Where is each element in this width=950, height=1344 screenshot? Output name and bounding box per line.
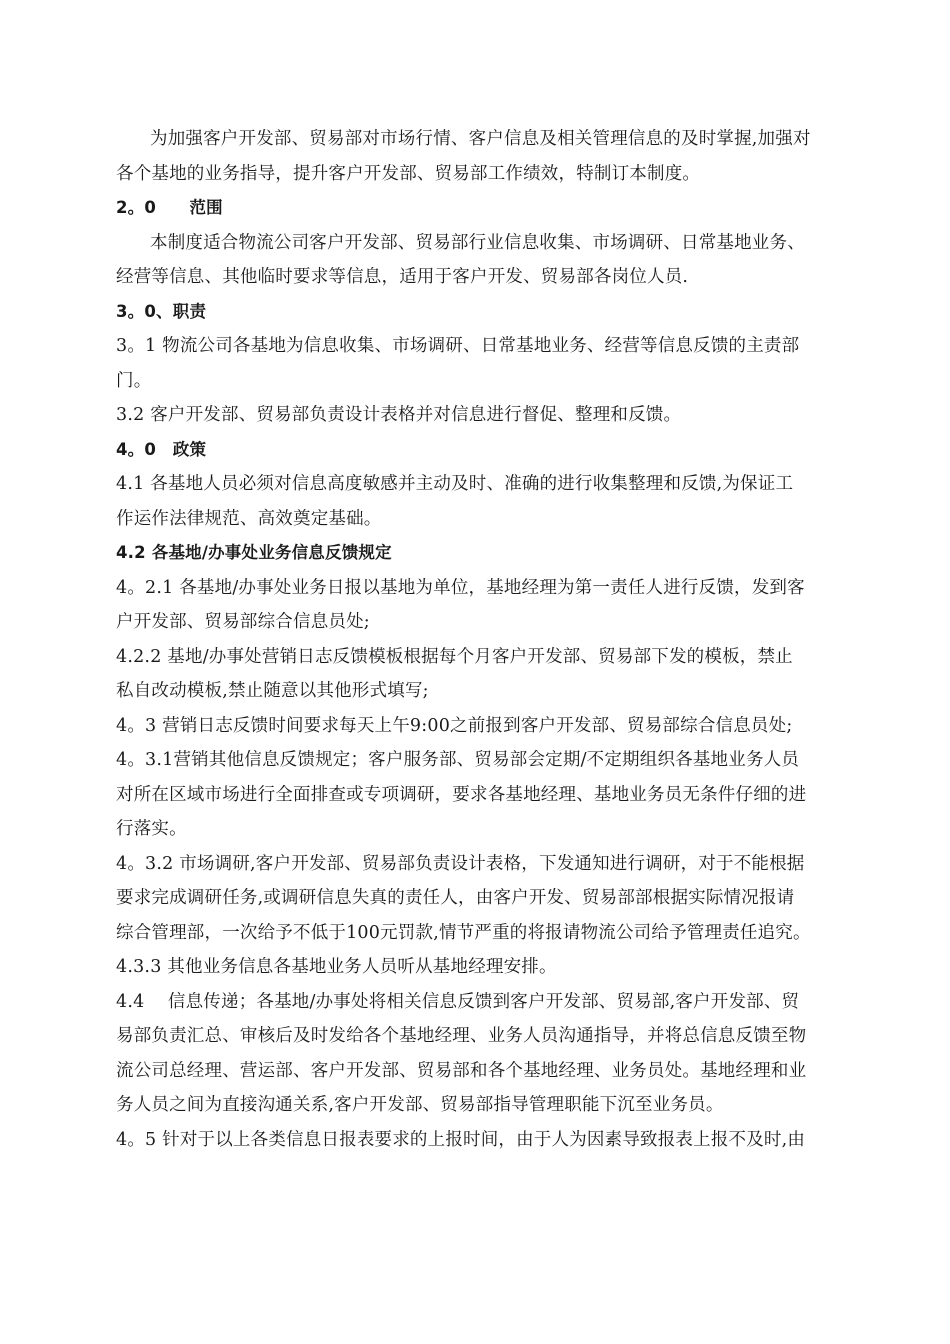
document-body xyxy=(116,122,866,1157)
clause-4-3-1-line-3: 行落实。 xyxy=(116,819,187,839)
section-heading-policy: 4。0 政策 xyxy=(116,439,207,459)
clause-4-3-3: 4.3.3 其他业务信息各基地业务人员听从基地经理安排。 xyxy=(116,957,557,977)
clause-4-5-line-1: 4。5 针对于以上各类信息日报表要求的上报时间，由于人为因素导致报表上报不及时,由 xyxy=(116,1129,806,1150)
clause-4-3-2-line-3: 综合管理部，一次给予不低于100元罚款,情节严重的将报请物流公司给予管理责任追究。 xyxy=(116,922,811,943)
clause-4-4-line-2: 易部负责汇总、审核后及时发给各个基地经理、业务人员沟通指导，并将总信息反馈至物 xyxy=(116,1026,807,1046)
clause-4-3-2-line-1: 4。3.2 市场调研,客户开发部、贸易部负责设计表格，下发通知进行调研，对于不能根据 xyxy=(116,853,805,874)
clause-4-3-1-line-2: 对所在区域市场进行全面排查或专项调研，要求各基地经理、基地业务员无条件仔细的进 xyxy=(116,784,807,805)
clause-4-2-2-line-1: 4.2.2 基地/办事处营销日志反馈模板根据每个月客户开发部、贸易部下发的模板，禁止 xyxy=(116,646,793,667)
intro-paragraph-line-2: 各个基地的业务指导，提升客户开发部、贸易部工作绩效，特制订本制度。 xyxy=(116,163,701,184)
clause-4-1-line-1: 4.1 各基地人员必须对信息高度敏感并主动及时、准确的进行收集整理和反馈,为保证工 xyxy=(116,474,794,494)
scope-paragraph-line-2: 经营等信息、其他临时要求等信息，适用于客户开发、贸易部各岗位人员. xyxy=(116,267,689,287)
clause-4-4-line-4: 务人员之间为直接沟通关系,客户开发部、贸易部指导管理职能下沉至业务员。 xyxy=(116,1095,724,1115)
section-heading-4-2: 4.2 各基地/办事处业务信息反馈规定 xyxy=(116,543,392,562)
scope-paragraph-line-1: 本制度适合物流公司客户开发部、贸易部行业信息收集、市场调研、日常基地业务、 xyxy=(150,232,805,253)
clause-4-3-2-line-2: 要求完成调研任务,或调研信息失真的责任人，由客户开发、贸易部部根据实际情况报请 xyxy=(116,888,795,908)
section-heading-responsibilities: 3。0、职责 xyxy=(116,301,207,321)
clause-4-2-1-line-1: 4。2.1 各基地/办事处业务日报以基地为单位，基地经理为第一责任人进行反馈，发到客 xyxy=(116,577,805,598)
intro-paragraph-line-1: 为加强客户开发部、贸易部对市场行情、客户信息及相关管理信息的及时掌握,加强对 xyxy=(150,129,811,149)
clause-3-1-line-1: 3。1 物流公司各基地为信息收集、市场调研、日常基地业务、经营等信息反馈的主责部 xyxy=(116,336,800,356)
clause-3-2: 3.2 客户开发部、贸易部负责设计表格并对信息进行督促、整理和反馈。 xyxy=(116,405,682,425)
section-heading-scope: 2。0 范围 xyxy=(116,198,223,217)
clause-4-3-1-line-1: 4。3.1营销其他信息反馈规定；客户服务部、贸易部会定期/不定期组织各基地业务人员 xyxy=(116,750,800,770)
clause-4-2-1-line-2: 户开发部、贸易部综合信息员处; xyxy=(116,612,370,632)
clause-4-3: 4。3 营销日志反馈时间要求每天上午9:00之前报到客户开发部、贸易部综合信息员处; xyxy=(116,715,793,736)
clause-4-4-line-3: 流公司总经理、营运部、客户开发部、贸易部和各个基地经理、业务员处。基地经理和业 xyxy=(116,1060,807,1081)
clause-4-1-line-2: 作运作法律规范、高效奠定基础。 xyxy=(116,508,382,529)
clause-4-2-2-line-2: 私自改动模板,禁止随意以其他形式填写; xyxy=(116,681,429,701)
clause-4-4-line-1: 4.4 信息传递；各基地/办事处将相关信息反馈到客户开发部、贸易部,客户开发部、贸 xyxy=(116,991,800,1012)
clause-3-1-line-2: 门。 xyxy=(116,370,152,391)
